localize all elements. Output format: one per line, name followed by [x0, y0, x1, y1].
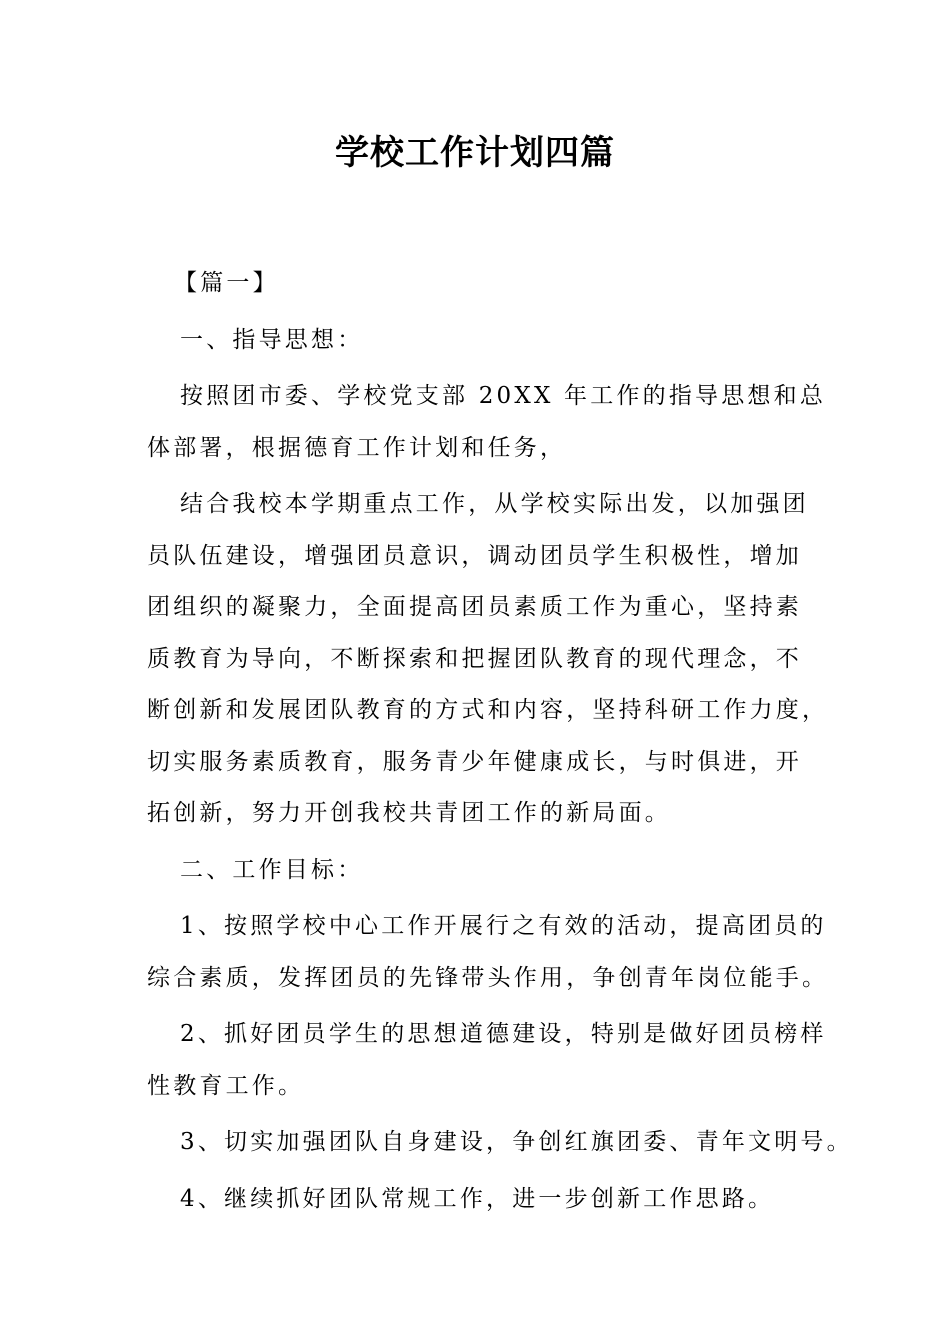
- heading-guiding-ideology: 一、指导思想：: [180, 326, 364, 353]
- document-body: [147, 258, 853, 1225]
- paragraph-line: 员队伍建设，增强团员意识，调动团员学生积极性，增加: [147, 542, 802, 569]
- paragraph-line: 结合我校本学期重点工作，从学校实际出发，以加强团: [180, 491, 809, 517]
- paragraph-line: 综合素质，发挥团员的先锋带头作用，争创青年岗位能手。: [147, 964, 829, 991]
- document-title: 学校工作计划四篇: [335, 133, 615, 173]
- paragraph-line: 断创新和发展团队教育的方式和内容，坚持科研工作力度，: [147, 697, 829, 723]
- paragraph-line: 体部署，根据德育工作计划和任务，: [147, 434, 567, 461]
- paragraph-line: 团组织的凝聚力，全面提高团员素质工作为重心，坚持素: [147, 594, 802, 620]
- paragraph-line: 质教育为导向，不断探索和把握团队教育的现代理念，不: [147, 645, 802, 672]
- paragraph-line: 拓创新，努力开创我校共青团工作的新局面。: [147, 800, 671, 826]
- goal-item-2: 2、抓好团员学生的思想道德建设，特别是做好团员榜样: [180, 1021, 827, 1047]
- paragraph-line: 按照团市委、学校党支部 20XX 年工作的指导思想和总: [180, 383, 827, 409]
- paragraph-line: 切实服务素质教育，服务青少年健康成长，与时俱进，开: [147, 748, 802, 775]
- goal-item-1: 1、按照学校中心工作开展行之有效的活动，提高团员的: [180, 913, 827, 939]
- paragraph-line: 性教育工作。: [147, 1072, 305, 1099]
- goal-item-3: 3、切实加强团队自身建设，争创红旗团委、青年文明号。: [180, 1129, 853, 1155]
- goal-item-4: 4、继续抓好团队常规工作，进一步创新工作思路。: [180, 1185, 775, 1212]
- heading-work-goals: 二、工作目标：: [180, 856, 364, 883]
- section-heading-part-one: 【篇一】: [174, 270, 279, 296]
